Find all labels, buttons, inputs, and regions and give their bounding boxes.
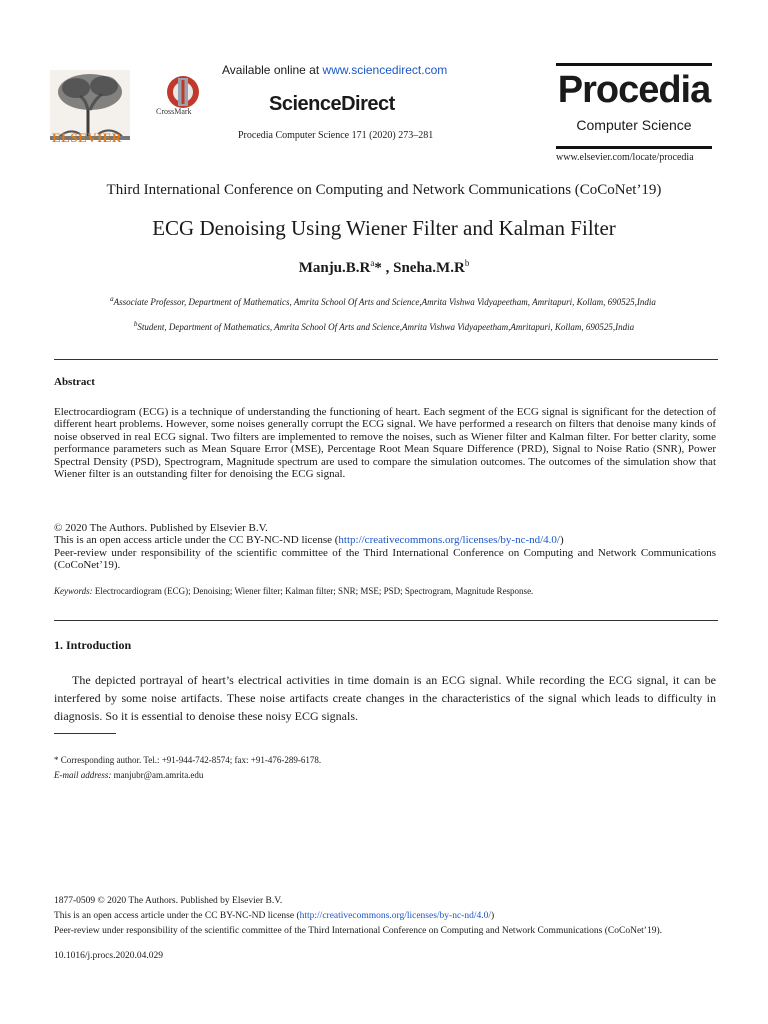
keywords-label: Keywords: bbox=[54, 586, 93, 596]
email-address[interactable]: manjubr@am.amrita.edu bbox=[111, 770, 204, 780]
affiliation-b-text: Student, Department of Mathematics, Amrita School Of Arts and Science,Amrita Vishwa Vidyapeetham,Amritapuri, Kollam, 690525,India bbox=[137, 322, 635, 332]
abstract-copyright-block bbox=[54, 522, 716, 572]
footer-peer-review: Peer-review under responsibility of the scientific committee of the Third International Conference on Computing and Network Communications (CoCoNet’19). bbox=[54, 926, 663, 936]
available-online-line bbox=[222, 63, 447, 77]
issn-line: 1877-0509 © 2020 The Authors. Published by Elsevier B.V. bbox=[54, 896, 283, 906]
procedia-title: Procedia bbox=[557, 69, 711, 111]
available-prefix: Available online at bbox=[222, 63, 323, 77]
affiliation-b-sup: b bbox=[133, 320, 138, 328]
journal-citation: Procedia Computer Science 171 (2020) 273–281 bbox=[238, 130, 434, 141]
keywords-text: Electrocardiogram (ECG); Denoising; Wiener filter; Kalman filter; SNR; MSE; PSD; Spectrogram, Magnitude Response. bbox=[92, 586, 534, 596]
introduction-heading: 1. Introduction bbox=[54, 638, 132, 652]
footer-license-line bbox=[54, 911, 494, 921]
author-2: Sneha.M.R bbox=[393, 260, 465, 276]
conference-name: Third International Conference on Computing and Network Communications (CoCoNet’19) bbox=[106, 182, 662, 198]
introduction-body: The depicted portrayal of heart’s electrical activities in time domain is an ECG signal. While recording the ECG signal, it can be interfered by some noise artifacts. These noise artifacts create changes in the characteristics of the signal which leads to difficulty in diagnosis. So it is essential to denoise these noisy ECG signals. bbox=[54, 673, 716, 723]
author-1: Manju.B.R bbox=[298, 260, 371, 276]
divider bbox=[54, 620, 718, 621]
footer-license-link[interactable]: http://creativecommons.org/licenses/by-nc-nd/4.0/ bbox=[299, 911, 491, 921]
license-link[interactable]: http://creativecommons.org/licenses/by-nc-nd/4.0/ bbox=[338, 534, 560, 547]
procedia-url[interactable]: www.elsevier.com/locate/procedia bbox=[556, 152, 694, 163]
paper-title: ECG Denoising Using Wiener Filter and Kalman Filter bbox=[152, 216, 616, 240]
affiliation-b bbox=[68, 320, 700, 332]
footer-license-prefix: This is an open access article under the CC BY-NC-ND license ( bbox=[54, 911, 300, 921]
author-list bbox=[0, 258, 768, 277]
footnote-divider bbox=[54, 733, 116, 734]
license-prefix: This is an open access article under the CC BY-NC-ND license ( bbox=[54, 534, 339, 547]
copyright-line: © 2020 The Authors. Published by Elsevier B.V. bbox=[54, 522, 268, 534]
procedia-subtitle: Computer Science bbox=[576, 117, 692, 133]
peer-review-line: Peer-review under responsibility of the scientific committee of the Third International Conference on Computing and Network Communications (CoCoNet’19). bbox=[54, 546, 716, 572]
elsevier-wordmark: ELSEVIER bbox=[52, 130, 122, 145]
abstract-body: Electrocardiogram (ECG) is a technique of understanding the functioning of heart. Each segment of the ECG signal is significant for the detection of different heart problems. However, some noises generally corrupt the ECG signal. We have performed a research on filters that denoise many kinds of noise observed in real ECG signal. Two filters are implemented to remove the noises, such as Wiener filter and Kalman filter. For better clarity, some performance parameters such as Mean Square Error (MSE), Percentage Root Mean Square Difference (PRD), Signal to Noise Ratio (SNR), Power Spectral Density (PSD), Spectrogram, Magnitude spectrum are used to compare the simulation outcomes. The outcomes of the simulation show that Wiener filter is an outstanding filter for denoising the ECG signal. bbox=[54, 406, 716, 481]
doi-line[interactable]: 10.1016/j.procs.2020.04.029 bbox=[54, 951, 163, 961]
corresponding-mark: * bbox=[374, 260, 382, 276]
email-footnote bbox=[54, 770, 203, 780]
sciencedirect-brand: ScienceDirect bbox=[269, 93, 395, 115]
author-1-affil-sup: a bbox=[370, 258, 375, 268]
abstract-heading: Abstract bbox=[54, 376, 95, 388]
affiliation-a bbox=[68, 293, 698, 309]
affiliation-a-sup: a bbox=[110, 295, 114, 303]
author-2-affil-sup: b bbox=[464, 258, 470, 268]
license-line bbox=[54, 534, 716, 546]
keywords-line bbox=[54, 586, 716, 596]
license-suffix: ) bbox=[560, 534, 564, 547]
corresponding-author-footnote: * Corresponding author. Tel.: +91-944-742-8574; fax: +91-476-289-6178. bbox=[54, 755, 322, 765]
email-label: E-mail address: bbox=[54, 770, 112, 780]
affiliation-a-text: Associate Professor, Department of Mathematics, Amrita School Of Arts and Science,Amrita Vishwa Vidyapeetham, Amritapuri, Kollam, 690525,India bbox=[113, 297, 656, 307]
divider bbox=[54, 359, 718, 360]
sciencedirect-link[interactable]: www.sciencedirect.com bbox=[322, 63, 448, 77]
author-separator: , bbox=[381, 260, 394, 276]
crossmark-label: CrossMark bbox=[156, 107, 192, 116]
footer-license-suffix: ) bbox=[491, 911, 495, 921]
